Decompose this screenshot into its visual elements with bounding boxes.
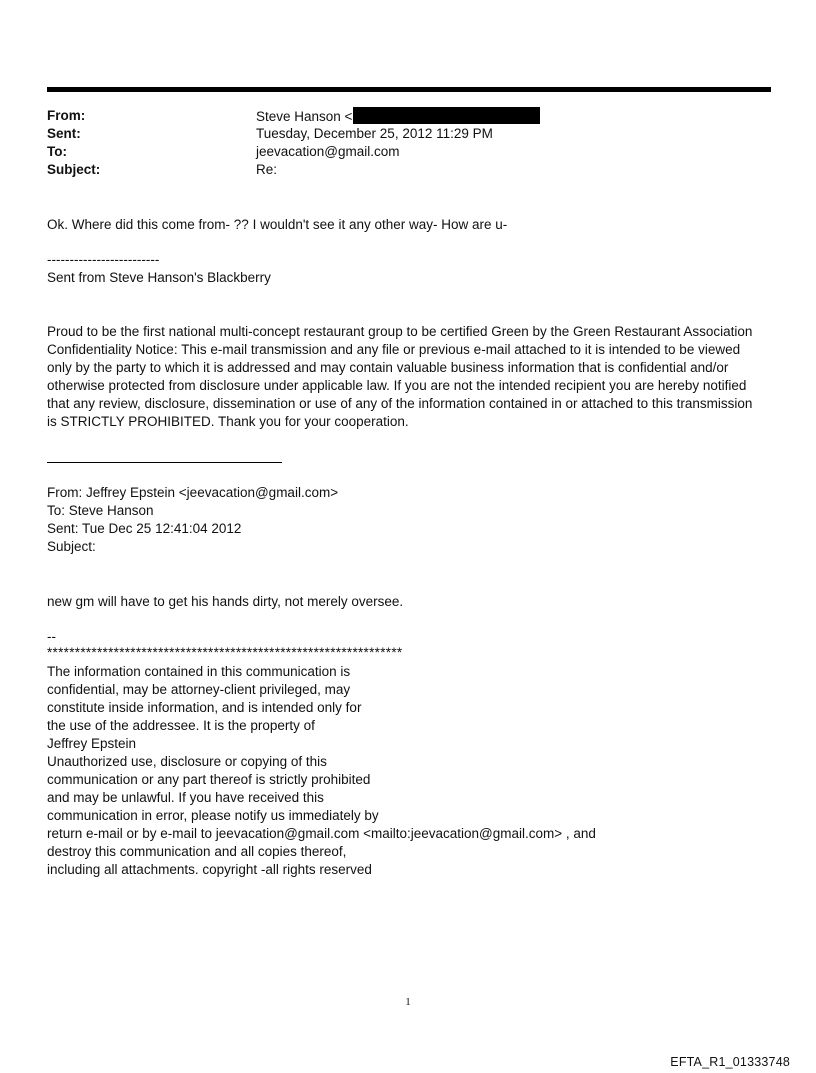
disclaimer-line: communication in error, please notify us immediately by — [47, 808, 379, 823]
document-id: EFTA_R1_01333748 — [670, 1055, 790, 1069]
disclaimer-line: The information contained in this communication is — [47, 664, 351, 679]
to-label: To: — [47, 144, 67, 159]
disclaimer-line: destroy this communication and all copies thereof, — [47, 844, 347, 859]
signature-dash: -- — [47, 629, 56, 644]
disclaimer-line: communication or any part thereof is strictly prohibited — [47, 772, 371, 787]
notice-line: otherwise protected from disclosure under applicable law. If you are not the intended recipient you are hereby notified — [47, 378, 747, 393]
disclaimer-line: Unauthorized use, disclosure or copying of this — [47, 754, 327, 769]
from-name: Steve Hanson < — [256, 109, 353, 124]
notice-line: that any review, disclosure, dissemination or use of any of the information contained in or attached to this transmission — [47, 396, 753, 411]
subject-value: Re: — [256, 162, 278, 177]
notice-line: Confidentiality Notice: This e-mail transmission and any file or previous e-mail attached to it is intended to be viewed — [47, 342, 741, 357]
reply-separator: ------------------------- — [47, 252, 160, 267]
reply-body: Ok. Where did this come from- ?? I wouldn't see it any other way- How are u- — [47, 217, 508, 232]
disclaimer-line: the use of the addressee. It is the property of — [47, 718, 315, 733]
disclaimer-line: Jeffrey Epstein — [47, 736, 137, 751]
disclaimer-line: confidential, may be attorney-client privileged, may — [47, 682, 351, 697]
sent-label: Sent: — [47, 126, 81, 141]
quoted-from: From: Jeffrey Epstein <jeevacation@gmail.com> — [47, 485, 339, 500]
disclaimer-line: return e-mail or by e-mail to jeevacation@gmail.com <mailto:jeevacation@gmail.com> , and — [47, 826, 596, 841]
stars-line: **************************************************************** — [47, 645, 403, 660]
quoted-subject: Subject: — [47, 539, 96, 554]
disclaimer-line: and may be unlawful. If you have received this — [47, 790, 324, 805]
page-number: 1 — [405, 996, 411, 1008]
reply-signature: Sent from Steve Hanson's Blackberry — [47, 270, 271, 285]
quoted-to: To: Steve Hanson — [47, 503, 154, 518]
from-label: From: — [47, 108, 86, 123]
disclaimer-line: including all attachments. copyright -all rights reserved — [47, 862, 372, 877]
quote-divider — [47, 462, 282, 463]
notice-line: only by the party to which it is addressed and may contain valuable business information that is confidential and/or — [47, 360, 729, 375]
from-value — [256, 107, 540, 126]
notice-line: Proud to be the first national multi-concept restaurant group to be certified Green by the Green Restaurant Association — [47, 324, 753, 339]
header-rule — [47, 87, 771, 92]
quoted-body: new gm will have to get his hands dirty, not merely oversee. — [47, 594, 404, 609]
redaction-box — [353, 107, 540, 124]
subject-label: Subject: — [47, 162, 101, 177]
to-value: jeevacation@gmail.com — [256, 144, 400, 159]
disclaimer-line: constitute inside information, and is intended only for — [47, 700, 362, 715]
quoted-sent: Sent: Tue Dec 25 12:41:04 2012 — [47, 521, 242, 536]
sent-value: Tuesday, December 25, 2012 11:29 PM — [256, 126, 493, 141]
notice-line: is STRICTLY PROHIBITED. Thank you for your cooperation. — [47, 414, 409, 429]
